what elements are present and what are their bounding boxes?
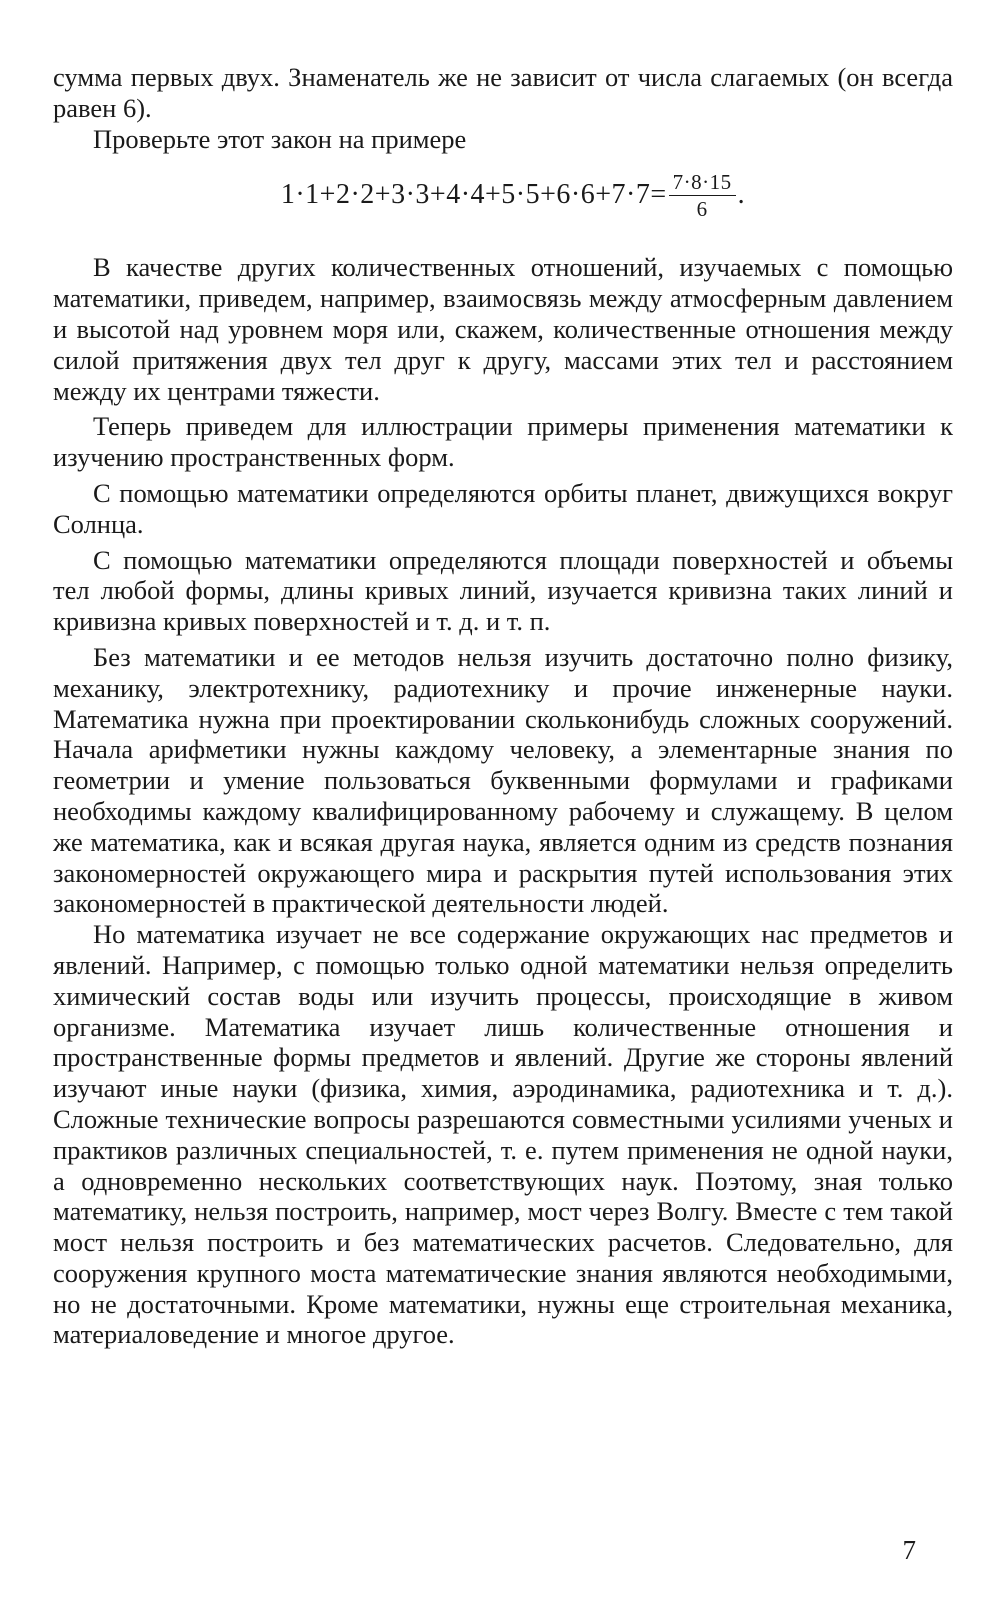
- fraction-denominator: 6: [696, 196, 708, 221]
- formula-fraction: [669, 170, 736, 221]
- formula-left-side: 1·1+2·2+3·3+4·4+5·5+6·6+7·7=: [280, 179, 667, 211]
- paragraph-spatial-forms: Теперь приведем для иллюстрации примеры применения математики к изучению пространственных форм.: [53, 411, 953, 473]
- paragraph-quantitative-relations: В качестве других количественных отношений, изучаемых с помощью математики, приведем, например, взаимосвязь между атмосферным давлением и высотой над уровнем моря или, скажем, количественные отношения между силой притяжения двух тел друг к другу, массами этих тел и расстоянием между их центрами тяжести.: [53, 252, 953, 406]
- fraction-numerator: 7·8·15: [669, 170, 736, 196]
- formula-end: .: [737, 179, 746, 211]
- paragraph-engineering-sciences: Без математики и ее методов нельзя изучить достаточно полно физику, механику, электротехнику, радиотехнику и прочие инженерные науки. Математика нужна при проектировании скольконибудь сложных сооружений. Начала арифметики нужны каждому человеку, а элементарные знания по геометрии и умение пользоваться буквенными формулами и графиками необходимы каждому квалифицированному рабочему и служащему. В целом же математика, как и всякая другая наука, является одним из средств познания закономерностей окружающего мира и раскрытия путей использования этих закономерностей в практической деятельности людей.: [53, 641, 953, 919]
- paragraph-limits-of-math: Но математика изучает не все содержание окружающих нас предметов и явлений. Например, с помощью только одной математики нельзя определить химический состав воды или изучить процессы, происходящие в живом организме. Математика изучает лишь количественные отношения и пространственные формы предметов и явлений. Другие же стороны явлений изучают иные науки (физика, химия, аэродинамика, радиотехника и т. д.). Сложные технические вопросы разрешаются совместными усилиями ученых и практиков различных специальностей, т. е. путем применения не одной науки, а одновременно нескольких соответствующих наук. Поэтому, зная только математику, нельзя построить, например, мост через Волгу. Вместе с тем такой мост нельзя построить и без математических расчетов. Следовательно, для сооружения крупного моста математические знания являются необходимыми, но не достаточными. Кроме математики, нужны еще строительная механика, материаловедение и многое другое.: [53, 919, 953, 1350]
- page-number: 7: [902, 1535, 916, 1565]
- paragraph-continuation: сумма первых двух. Знаменатель же не зависит от числа слагаемых (он всегда равен 6).: [53, 62, 953, 123]
- sum-of-squares-formula: [53, 160, 953, 230]
- paragraph-check-law: Проверьте этот закон на примере: [93, 123, 467, 154]
- paragraph-planet-orbits: С помощью математики определяются орбиты планет, движущихся вокруг Солнца.: [53, 477, 953, 539]
- paragraph-areas-volumes: С помощью математики определяются площади поверхностей и объемы тел любой формы, длины кривых линий, изучается кривизна таких линий и кривизна кривых поверхностей и т. д. и т. п.: [53, 544, 953, 637]
- text-body: [53, 62, 953, 1350]
